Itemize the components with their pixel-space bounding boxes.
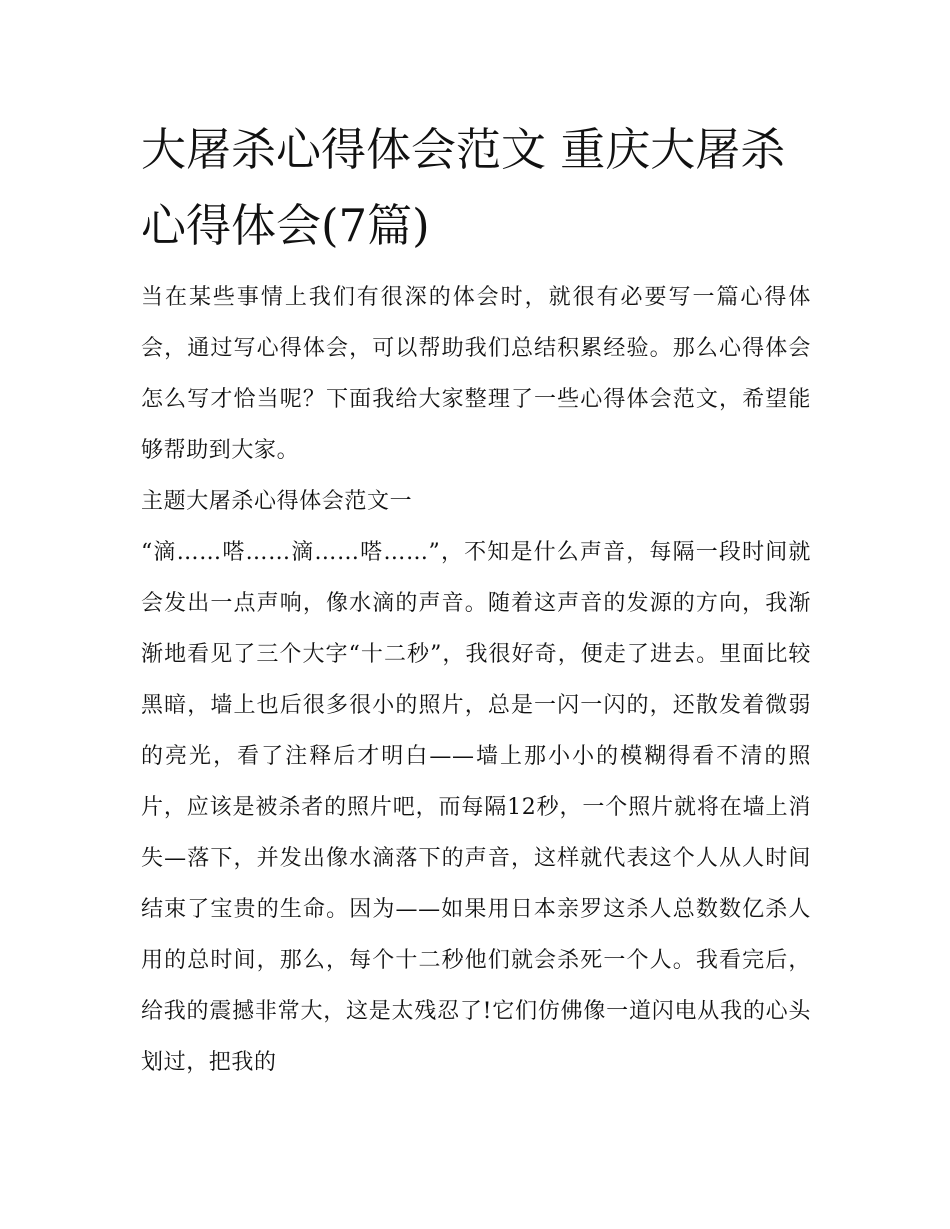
page-title: 大屠杀心得体会范文 重庆大屠杀心得体会(7篇) [141,123,786,252]
document-page [141,112,811,1088]
intro-paragraph: 当在某些事情上我们有很深的体会时，就很有必要写一篇心得体会，通过写心得体会，可以帮助我们总结积累经验。那么心得体会怎么写才恰当呢？下面我给大家整理了一些心得体会范文，希望能够帮助到大家。 [141,285,811,463]
body-paragraph: “滴……嗒……滴……嗒……”，不知是什么声音，每隔一段时间就会发出一点声响，像水滴的声音。随着这声音的发源的方向，我渐渐地看见了三个大字“十二秒”，我很好奇，便走了进去。里面比较黑暗，墙上也后很多很小的照片，总是一闪一闪的，还散发着微弱的亮光，看了注释后才明白——墙上那小小的模糊得看不清的照片，应该是被杀者的照片吧，而每隔12秒，一个照片就将在墙上消失—落下，并发出像水滴落下的声音，这样就代表这个人从人时间结束了宝贵的生命。因为——如果用日本亲罗这杀人总数数亿杀人用的总时间，那么，每个十二秒他们就会杀死一个人。我看完后，给我的震撼非常大，这是太残忍了!它们仿佛像一道闪电从我的心头划过，把我的 [141,540,811,1075]
section-heading: 主题大屠杀心得体会范文一 [141,489,413,514]
